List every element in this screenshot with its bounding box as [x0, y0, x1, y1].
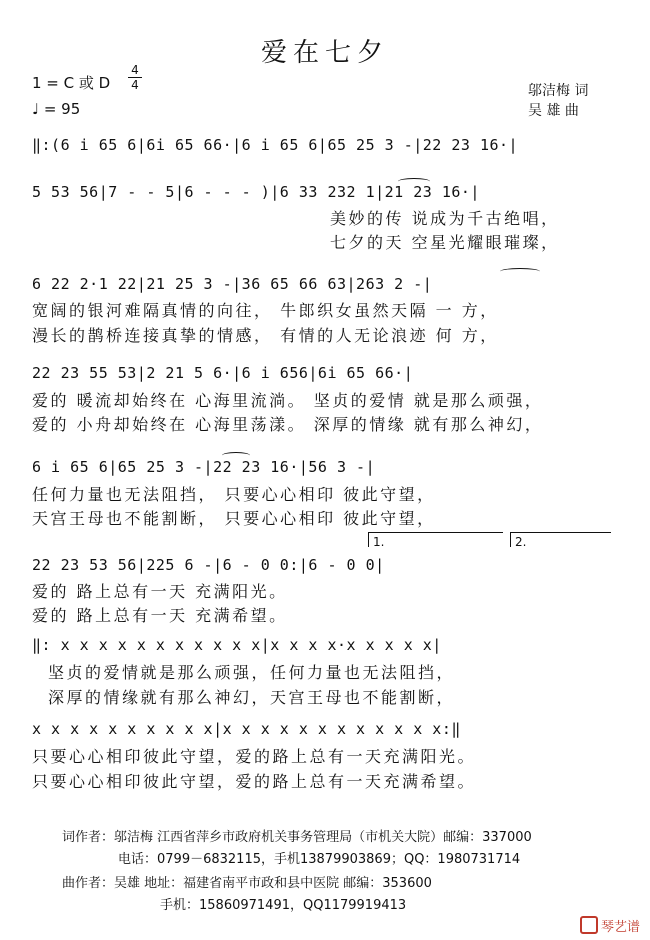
lyric-line: 坚贞的爱情就是那么顽强，任何力量也无法阻挡， — [48, 663, 456, 682]
lyric-line: 宽阔的银河难隔真情的向往， 牛郎织女虽然天隔 一 方， — [32, 301, 499, 320]
composer-info: 曲作者：吴雄 地址：福建省南平市政和县中医院 邮编：353600 — [62, 876, 432, 891]
lyricist-credit: 邬洁梅 词 — [528, 83, 589, 99]
slur-mark — [222, 452, 250, 459]
meter-top: 4 — [131, 63, 139, 77]
lyric-line: 爱的 路上总有一天 充满阳光。 — [32, 582, 288, 601]
lyric-line: 天宫王母也不能割断， 只要心心相印 彼此守望， — [32, 509, 436, 528]
notation-row-6: 22 23 53 56|225 6 -|6 - 0 0:|6 - 0 0| — [32, 556, 385, 574]
lyric-line: 爱的 暖流却始终在 心海里流淌。 坚贞的爱情 就是那么顽强， — [32, 391, 544, 410]
volta-first: 1. — [368, 532, 503, 547]
lyric-line: 漫长的鹊桥连接真挚的情感， 有情的人无论浪迹 何 方， — [32, 326, 499, 345]
notation-row-5: 6 i 65 6|65 25 3 -|22 23 16·|56 3 -| — [32, 458, 376, 476]
lyric-line: 七夕的天 空星光耀眼璀璨， — [330, 233, 560, 252]
notation-row-2: 5 53 56|7 - - 5|6 - - - )|6 33 232 1|21 23 16·| — [32, 183, 480, 201]
volta-second: 2. — [510, 532, 611, 547]
lyricist-info: 词作者：邬洁梅 江西省萍乡市政府机关事务管理局（市机关大院）邮编：337000 — [62, 830, 532, 845]
lyric-line: 任何力量也无法阻挡， 只要心心相印 彼此守望， — [32, 485, 436, 504]
slur-mark — [500, 268, 540, 275]
rhythm-row-1: ‖: x x x x x x x x x x x|x x x x·x x x x x| — [32, 636, 442, 654]
notation-row-1: ‖:(6 i 65 6|6i 65 66·|6 i 65 6|65 25 3 -|22 23 16·| — [32, 136, 519, 154]
slur-mark — [398, 178, 430, 185]
lyric-line: 只要心心相印彼此守望，爱的路上总有一天充满阳光。 — [32, 747, 477, 766]
key-signature: 1 = C 或 D — [32, 74, 111, 92]
time-signature — [128, 63, 142, 92]
notation-row-4: 22 23 55 53|2 21 5 6·|6 i 656|6i 65 66·| — [32, 364, 414, 382]
composer-credit: 吴 雄 曲 — [528, 103, 579, 119]
tempo-marking: ♩ = 95 — [32, 100, 81, 118]
lyric-line: 只要心心相印彼此守望，爱的路上总有一天充满希望。 — [32, 772, 477, 791]
brand-logo-icon — [580, 916, 598, 934]
notation-row-3: 6 22 2·1 22|21 25 3 -|36 65 66 63|263 2 -| — [32, 275, 433, 293]
rhythm-row-2: x x x x x x x x x x|x x x x x x x x x x x x:‖ — [32, 720, 461, 738]
meter-bottom: 4 — [128, 77, 142, 92]
song-title: 爱在七夕 — [260, 38, 389, 68]
lyric-line: 美妙的传 说成为千古绝唱， — [330, 209, 560, 228]
lyric-line: 爱的 小舟却始终在 心海里荡漾。 深厚的情缘 就有那么神幻， — [32, 415, 544, 434]
brand-watermark: 琴艺谱 — [580, 916, 640, 935]
composer-contact: 手机：15860971491，QQ1179919413 — [160, 898, 407, 913]
lyricist-contact: 电话：0799－6832115，手机13879903869；QQ：1980731714 — [118, 852, 521, 867]
lyric-line: 爱的 路上总有一天 充满希望。 — [32, 606, 288, 625]
lyric-line: 深厚的情缘就有那么神幻，天宫王母也不能割断， — [48, 688, 456, 707]
